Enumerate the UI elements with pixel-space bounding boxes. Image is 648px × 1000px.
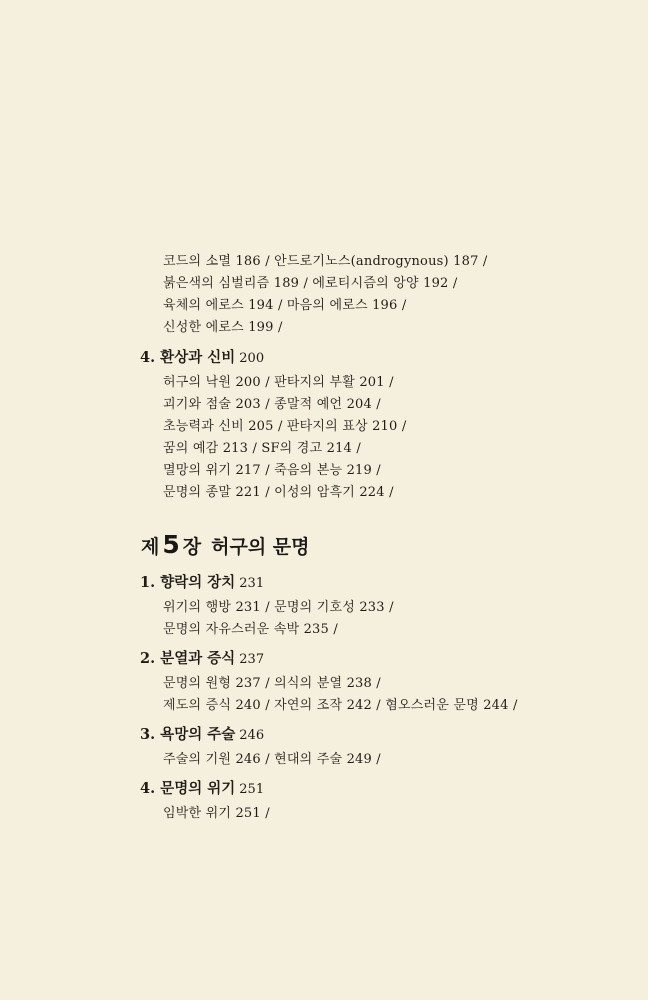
section-label: 4. 환상과 신비 xyxy=(140,349,236,366)
toc-line: 제도의 증식 240 / 자연의 조작 242 / 혐오스러운 문명 244 / xyxy=(163,698,518,713)
toc-line: 초능력과 신비 205 / 판타지의 표상 210 / xyxy=(163,419,407,434)
chapter-title: 허구의 문명 xyxy=(211,536,310,558)
chapter-suffix: 장 xyxy=(182,536,202,558)
toc-line: 붉은색의 심벌리즘 189 / 에로티시즘의 앙양 192 / xyxy=(163,276,458,291)
section-label: 1. 향락의 장치 xyxy=(140,574,236,591)
chapter-heading xyxy=(141,531,310,561)
toc-line: 주술의 기원 246 / 현대의 주술 249 / xyxy=(163,752,381,767)
section-heading xyxy=(140,725,264,746)
section-page: 237 xyxy=(239,652,265,667)
section-heading xyxy=(140,649,264,670)
section-page: 251 xyxy=(239,782,265,797)
toc-line: 허구의 낙원 200 / 판타지의 부활 201 / xyxy=(163,375,394,390)
toc-line: 신성한 에로스 199 / xyxy=(163,320,283,335)
toc-line: 괴기와 점술 203 / 종말적 예언 204 / xyxy=(163,397,381,412)
section-page: 231 xyxy=(239,576,265,591)
toc-line: 코드의 소멸 186 / 안드로기노스(androgynous) 187 / xyxy=(163,254,488,269)
section-heading xyxy=(140,573,264,594)
chapter-number: 5 xyxy=(162,530,180,559)
toc-line: 위기의 행방 231 / 문명의 기호성 233 / xyxy=(163,600,394,615)
section-label: 3. 욕망의 주술 xyxy=(140,726,236,743)
section-heading xyxy=(140,348,264,369)
toc-line: 문명의 종말 221 / 이성의 암흑기 224 / xyxy=(163,485,394,500)
section-label: 2. 분열과 증식 xyxy=(140,650,236,667)
section-page: 246 xyxy=(239,728,265,743)
toc-line: 문명의 원형 237 / 의식의 분열 238 / xyxy=(163,676,381,691)
toc-line: 임박한 위기 251 / xyxy=(163,806,270,821)
toc-line: 멸망의 위기 217 / 죽음의 본능 219 / xyxy=(163,463,381,478)
toc-line: 문명의 자유스러운 속박 235 / xyxy=(163,622,338,637)
section-page: 200 xyxy=(239,351,265,366)
toc-line: 육체의 에로스 194 / 마음의 에로스 196 / xyxy=(163,298,407,313)
section-label: 4. 문명의 위기 xyxy=(140,780,236,797)
toc-line: 꿈의 예감 213 / SF의 경고 214 / xyxy=(163,441,361,456)
section-heading xyxy=(140,779,264,800)
chapter-prefix: 제 xyxy=(141,536,160,558)
